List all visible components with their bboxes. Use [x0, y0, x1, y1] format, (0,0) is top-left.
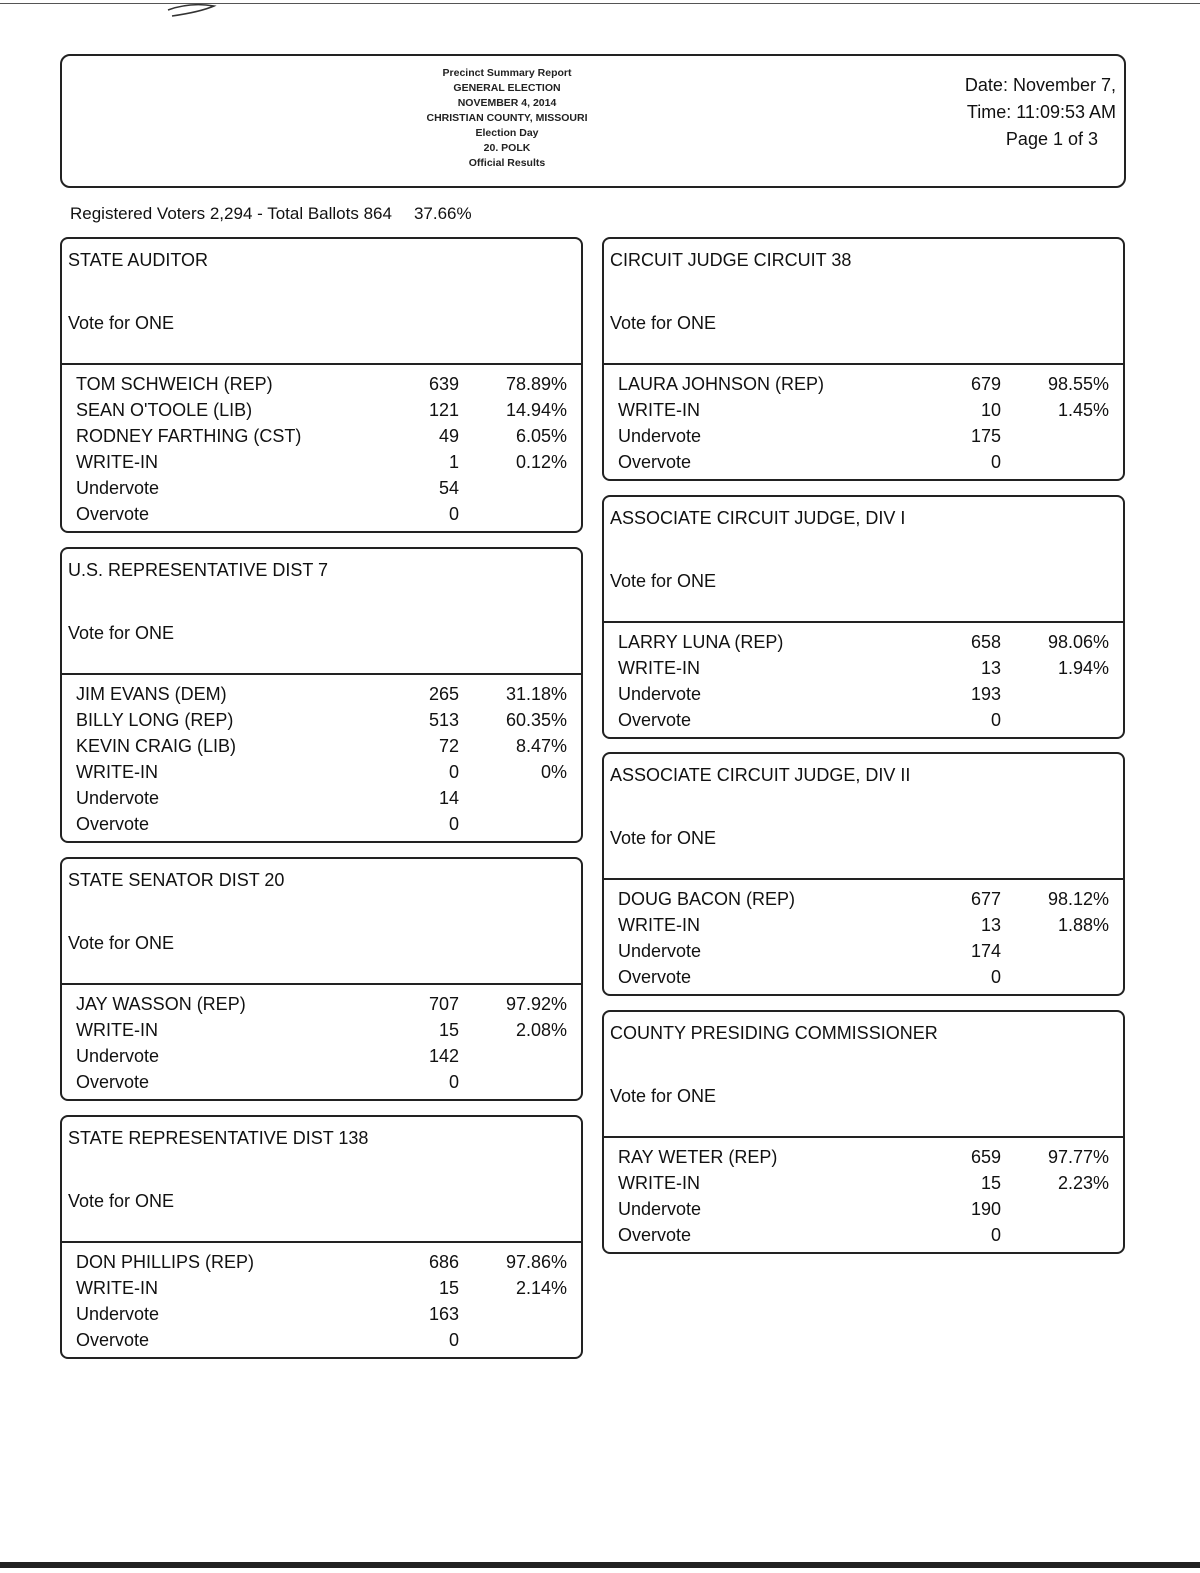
result-row	[604, 371, 1123, 397]
vote-count: 15	[438, 1278, 459, 1298]
result-row	[604, 1196, 1123, 1222]
candidate-name: WRITE-IN	[618, 400, 700, 420]
result-row	[62, 423, 581, 449]
precinct-name: 20. POLK	[483, 142, 531, 154]
vote-percent: 8.47%	[515, 736, 567, 756]
candidate-name: WRITE-IN	[76, 452, 158, 472]
vote-percent: 98.55%	[1047, 374, 1109, 394]
vote-count: 686	[428, 1252, 459, 1272]
vote-percent: 97.92%	[505, 994, 567, 1014]
result-row	[62, 475, 581, 501]
result-row	[604, 681, 1123, 707]
result-row	[62, 1043, 581, 1069]
vote-count: 0	[990, 1225, 1001, 1245]
county-name: CHRISTIAN COUNTY, MISSOURI	[426, 112, 588, 124]
result-row	[604, 423, 1123, 449]
candidate-name: LARRY LUNA (REP)	[618, 632, 784, 652]
contest-title: STATE REPRESENTATIVE DIST 138	[68, 1128, 369, 1148]
vote-count: 175	[970, 426, 1001, 446]
contest-state-representative	[60, 1115, 583, 1359]
vote-count: 513	[428, 710, 459, 730]
election-name: GENERAL ELECTION	[453, 82, 561, 94]
result-row	[604, 707, 1123, 733]
contest-title: STATE SENATOR DIST 20	[68, 870, 285, 890]
result-row	[62, 811, 581, 837]
candidate-name: Overvote	[618, 967, 692, 987]
vote-count: 193	[970, 684, 1001, 704]
contest-title: COUNTY PRESIDING COMMISSIONER	[610, 1023, 938, 1043]
report-header	[60, 54, 1126, 188]
vote-for-label: Vote for ONE	[68, 1191, 175, 1211]
vote-percent: 98.06%	[1047, 632, 1109, 652]
vote-count: 1	[448, 452, 459, 472]
contest-header	[62, 1117, 581, 1243]
vote-count: 658	[970, 632, 1001, 652]
vote-percent: 1.94%	[1057, 658, 1109, 678]
results-list	[62, 365, 581, 527]
vote-percent: 0.12%	[515, 452, 567, 472]
results-list	[604, 880, 1123, 990]
vote-count: 10	[980, 400, 1001, 420]
result-row	[62, 371, 581, 397]
vote-percent: 97.86%	[505, 1252, 567, 1272]
vote-percent: 14.94%	[505, 400, 567, 420]
candidate-name: LAURA JOHNSON (REP)	[618, 374, 825, 394]
contest-header	[604, 754, 1123, 880]
candidate-name: Overvote	[618, 1225, 692, 1245]
candidate-name: Undervote	[76, 478, 160, 498]
result-row	[62, 733, 581, 759]
report-header-center	[382, 66, 632, 171]
vote-count: 0	[448, 504, 459, 524]
candidate-name: Overvote	[76, 814, 150, 834]
candidate-name: Overvote	[76, 1330, 150, 1350]
vote-count: 0	[448, 814, 459, 834]
vote-count: 659	[970, 1147, 1001, 1167]
vote-for-label: Vote for ONE	[68, 313, 175, 333]
contest-state-auditor	[60, 237, 583, 533]
vote-percent: 2.14%	[515, 1278, 567, 1298]
result-row	[62, 1301, 581, 1327]
results-list	[62, 1243, 581, 1353]
result-row	[604, 938, 1123, 964]
contest-title: ASSOCIATE CIRCUIT JUDGE, DIV II	[610, 765, 911, 785]
candidate-name: SEAN O'TOOLE (LIB)	[76, 400, 253, 420]
contest-header	[604, 1012, 1123, 1138]
vote-count: 72	[438, 736, 459, 756]
vote-for-label: Vote for ONE	[610, 1086, 717, 1106]
candidate-name: Overvote	[618, 452, 692, 472]
vote-count: 163	[428, 1304, 459, 1324]
result-row	[604, 397, 1123, 423]
result-row	[62, 681, 581, 707]
election-day: Election Day	[475, 127, 539, 139]
candidate-name: WRITE-IN	[76, 1278, 158, 1298]
vote-for-label: Vote for ONE	[610, 571, 717, 591]
candidate-name: Undervote	[618, 1199, 702, 1219]
result-row	[62, 397, 581, 423]
candidate-name: RODNEY FARTHING (CST)	[76, 426, 302, 446]
vote-count: 0	[990, 967, 1001, 987]
vote-count: 142	[428, 1046, 459, 1066]
result-row	[62, 759, 581, 785]
vote-percent: 2.08%	[515, 1020, 567, 1040]
vote-count: 0	[990, 710, 1001, 730]
vote-count: 707	[428, 994, 459, 1014]
candidate-name: Overvote	[76, 1072, 150, 1092]
candidate-name: Undervote	[76, 788, 160, 808]
result-row	[604, 629, 1123, 655]
vote-count: 49	[438, 426, 459, 446]
candidate-name: Undervote	[618, 684, 702, 704]
contest-title: STATE AUDITOR	[68, 250, 209, 270]
vote-count: 54	[438, 478, 459, 498]
results-list	[604, 1138, 1123, 1248]
contest-us-representative	[60, 547, 583, 843]
contest-title: CIRCUIT JUDGE CIRCUIT 38	[610, 250, 852, 270]
vote-percent: 98.12%	[1047, 889, 1109, 909]
contest-header	[62, 859, 581, 985]
candidate-name: WRITE-IN	[618, 658, 700, 678]
turnout-percent: 37.66%	[413, 204, 472, 223]
vote-count: 13	[980, 658, 1001, 678]
vote-percent: 97.77%	[1047, 1147, 1109, 1167]
vote-count: 15	[438, 1020, 459, 1040]
vote-count: 639	[428, 374, 459, 394]
result-row	[604, 655, 1123, 681]
vote-for-label: Vote for ONE	[68, 933, 175, 953]
vote-count: 190	[970, 1199, 1001, 1219]
contest-state-senator	[60, 857, 583, 1101]
result-row	[604, 964, 1123, 990]
result-row	[62, 501, 581, 527]
candidate-name: DON PHILLIPS (REP)	[76, 1252, 255, 1272]
contest-header	[604, 497, 1123, 623]
result-row	[62, 1069, 581, 1095]
report-header-meta	[965, 72, 1116, 153]
vote-for-label: Vote for ONE	[68, 623, 175, 643]
contest-header	[604, 239, 1123, 365]
vote-count: 14	[438, 788, 459, 808]
vote-percent: 0%	[540, 762, 567, 782]
result-row	[62, 707, 581, 733]
results-list	[604, 623, 1123, 733]
contest-associate-judge-div-2	[602, 752, 1125, 996]
result-row	[604, 1170, 1123, 1196]
page-bottom-rule	[0, 1562, 1200, 1568]
vote-count: 679	[970, 374, 1001, 394]
vote-count: 13	[980, 915, 1001, 935]
vote-for-label: Vote for ONE	[610, 313, 717, 333]
result-row	[604, 1222, 1123, 1248]
turnout-summary	[70, 204, 472, 224]
vote-percent: 6.05%	[515, 426, 567, 446]
report-title: Precinct Summary Report	[442, 67, 572, 79]
vote-percent: 78.89%	[505, 374, 567, 394]
candidate-name: Undervote	[76, 1304, 160, 1324]
vote-count: 265	[428, 684, 459, 704]
contest-header	[62, 239, 581, 365]
result-row	[62, 449, 581, 475]
vote-percent: 31.18%	[505, 684, 567, 704]
result-row	[604, 912, 1123, 938]
candidate-name: BILLY LONG (REP)	[76, 710, 234, 730]
contest-county-commissioner	[602, 1010, 1125, 1254]
page-number: Page 1 of 3	[1005, 129, 1098, 149]
vote-percent: 1.45%	[1057, 400, 1109, 420]
candidate-name: WRITE-IN	[76, 762, 158, 782]
candidate-name: TOM SCHWEICH (REP)	[76, 374, 273, 394]
vote-count: 15	[980, 1173, 1001, 1193]
candidate-name: KEVIN CRAIG (LIB)	[76, 736, 237, 756]
vote-percent: 1.88%	[1057, 915, 1109, 935]
result-row	[62, 1327, 581, 1353]
vote-count: 121	[428, 400, 459, 420]
candidate-name: DOUG BACON (REP)	[618, 889, 796, 909]
registered-voters-text: Registered Voters 2,294 - Total Ballots 864	[70, 204, 392, 223]
results-list	[604, 365, 1123, 475]
candidate-name: Undervote	[618, 941, 702, 961]
candidate-name: Undervote	[76, 1046, 160, 1066]
election-date: NOVEMBER 4, 2014	[457, 97, 557, 109]
contest-header	[62, 549, 581, 675]
result-row	[604, 886, 1123, 912]
candidate-name: JIM EVANS (DEM)	[76, 684, 227, 704]
contest-title: ASSOCIATE CIRCUIT JUDGE, DIV I	[610, 508, 906, 528]
candidate-name: Undervote	[618, 426, 702, 446]
report-date: Date: November 7,	[964, 75, 1116, 95]
vote-for-label: Vote for ONE	[610, 828, 717, 848]
vote-count: 0	[448, 1330, 459, 1350]
candidate-name: JAY WASSON (REP)	[76, 994, 246, 1014]
result-row	[62, 991, 581, 1017]
results-list	[62, 985, 581, 1095]
candidate-name: WRITE-IN	[618, 915, 700, 935]
vote-percent: 2.23%	[1057, 1173, 1109, 1193]
vote-count: 677	[970, 889, 1001, 909]
candidate-name: WRITE-IN	[76, 1020, 158, 1040]
candidate-name: RAY WETER (REP)	[618, 1147, 778, 1167]
vote-count: 174	[970, 941, 1001, 961]
result-row	[62, 1275, 581, 1301]
result-row	[62, 1249, 581, 1275]
results-status: Official Results	[468, 157, 546, 169]
result-row	[62, 785, 581, 811]
report-time: Time: 11:09:53 AM	[966, 102, 1116, 122]
contest-associate-judge-div-1	[602, 495, 1125, 739]
vote-count: 0	[990, 452, 1001, 472]
result-row	[604, 1144, 1123, 1170]
candidate-name: Overvote	[76, 504, 150, 524]
result-row	[62, 1017, 581, 1043]
vote-count: 0	[448, 1072, 459, 1092]
result-row	[604, 449, 1123, 475]
vote-percent: 60.35%	[505, 710, 567, 730]
vote-count: 0	[448, 762, 459, 782]
candidate-name: WRITE-IN	[618, 1173, 700, 1193]
contest-title: U.S. REPRESENTATIVE DIST 7	[68, 560, 329, 580]
contest-circuit-judge	[602, 237, 1125, 481]
pen-mark-icon	[160, 0, 220, 20]
candidate-name: Overvote	[618, 710, 692, 730]
results-list	[62, 675, 581, 837]
